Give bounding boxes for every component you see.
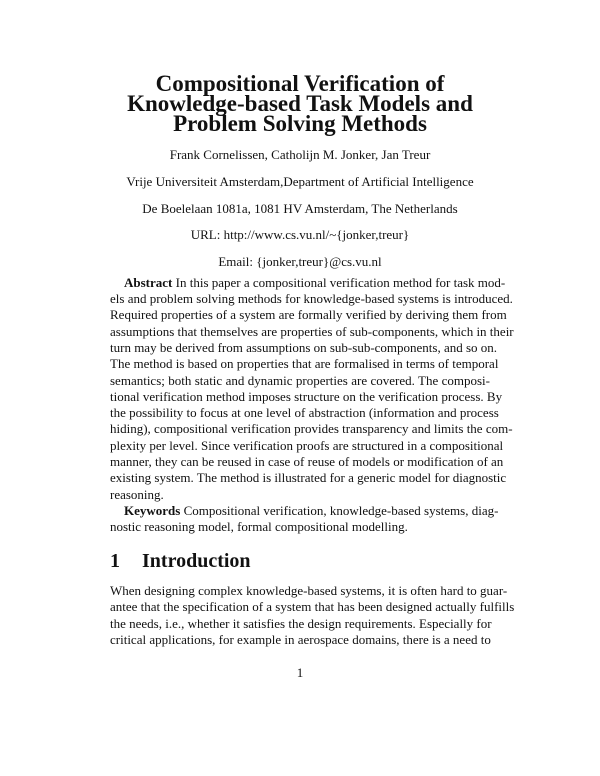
abs-line: turn may be derived from assumptions on sub-sub-components, and so on. [110, 339, 498, 355]
abs-line: Required properties of a system are formally verified by deriving them from [110, 307, 507, 323]
section-title: Introduction [142, 550, 251, 572]
keywords-label: Keywords [124, 503, 181, 518]
abs-line: assumptions that themselves are properties of sub-components, which in their [110, 323, 514, 339]
abs-line: The method is based on properties that are formalised in terms of temporal [110, 356, 499, 372]
intro-line: critical applications, for example in aerospace domains, there is a need to [110, 631, 491, 647]
keywords-text: Compositional verification, knowledge-based systems, diag- [183, 503, 499, 518]
abs-line: manner, they can be reused in case of reuse of models or modification of an [110, 454, 504, 469]
abs-line: semantics; both static and dynamic properties are covered. The composi- [110, 372, 490, 388]
abs-line: hiding), compositional verification provides transparency and limits the com- [110, 421, 513, 437]
section-number: 1 [110, 550, 120, 572]
abs-line: the possibility to focus at one level of abstraction (information and process [110, 405, 499, 421]
authors: Frank Cornelissen, Catholijn M. Jonker, Jan Treur [169, 147, 431, 162]
email: Email: {jonker,treur}@cs.vu.nl [218, 254, 382, 269]
abs-line: tional verification method imposes structure on the verification process. By [110, 388, 503, 404]
abs-line: reasoning. [110, 486, 164, 502]
section-heading [110, 550, 251, 572]
keywords-line-1 [110, 503, 499, 519]
title-line-1: Compositional Verification of [155, 71, 445, 96]
abstract-first-line [110, 275, 506, 291]
abs-line: els and problem solving methods for knowledge-based systems is introduced. [110, 291, 513, 306]
page-number: 1 [296, 665, 304, 680]
affiliation: Vrije Universiteit Amsterdam,Department of Artificial Intelligence [126, 174, 474, 189]
title-line-2: Knowledge-based Task Models and [127, 91, 473, 116]
abstract-label: Abstract [124, 275, 173, 290]
abs-line: plexity per level. Since verification proofs are structured in a compositional [110, 437, 504, 453]
title-line-3: Problem Solving Methods [173, 111, 427, 136]
keywords-line-2: nostic reasoning model, formal compositional modelling. [110, 519, 408, 534]
intro-line: When designing complex knowledge-based systems, it is often hard to guar- [110, 583, 508, 598]
abs-line: existing system. The method is illustrated for a generic model for diagnostic [110, 470, 507, 486]
address: De Boelelaan 1081a, 1081 HV Amsterdam, The Netherlands [142, 201, 458, 216]
abstract-text: In this paper a compositional verification method for task mod- [175, 275, 506, 290]
url: URL: http://www.cs.vu.nl/~{jonker,treur} [190, 227, 410, 242]
intro-line: antee that the specification of a system that has been designed actually fulfills [110, 599, 515, 615]
intro-line: the needs, i.e., whether it satisfies the design requirements. Especially for [110, 615, 492, 631]
